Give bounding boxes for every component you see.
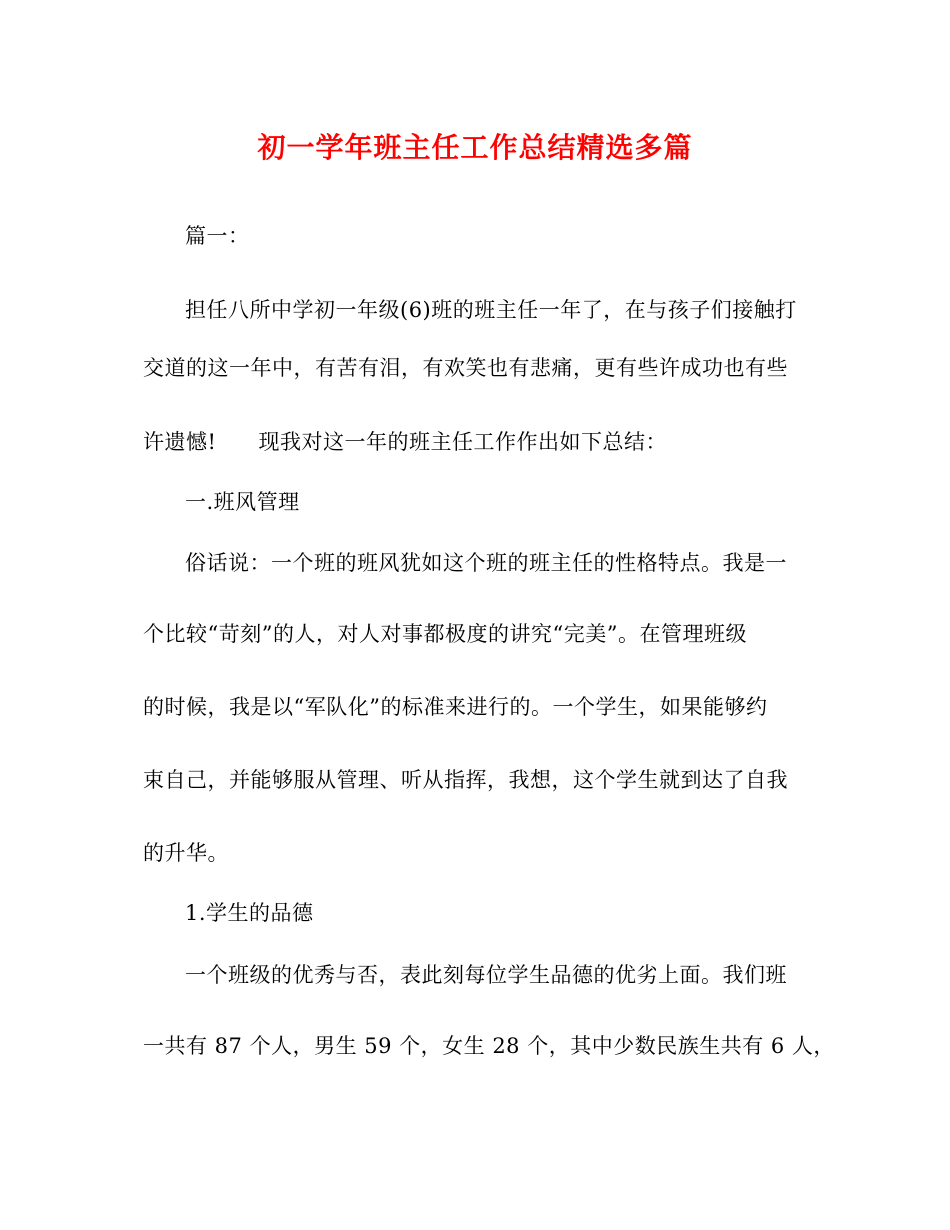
paragraph-text: 现我对这一年的班主任工作作出如下总结： — [258, 430, 667, 454]
paragraph-line: 交道的这一年中，有苦有泪，有欢笑也有悲痛，更有些许成功也有些 — [143, 356, 788, 380]
paragraph-line: 的升华。 — [143, 841, 229, 865]
section-label: 篇一： — [185, 224, 250, 248]
paragraph-text: 许遗憾! — [143, 430, 217, 454]
paragraph-line: 的时候，我是以“军队化”的标准来进行的。一个学生，如果能够约 — [143, 695, 768, 719]
paragraph-line: 担任八所中学初一年级(6)班的班主任一年了，在与孩子们接触打 — [185, 298, 797, 322]
section-heading: 一.班风管理 — [185, 490, 300, 514]
paragraph-line: 一个班级的优秀与否，表此刻每位学生品德的优劣上面。我们班 — [185, 963, 787, 987]
paragraph-line: 一共有 87 个人，男生 59 个，女生 28 个，其中少数民族生共有 6 人， — [143, 1034, 835, 1058]
paragraph-line — [143, 427, 808, 457]
paragraph-line: 俗话说：一个班的班风犹如这个班的班主任的性格特点。我是一 — [185, 551, 787, 575]
paragraph-line: 束自己，并能够服从管理、听从指挥，我想，这个学生就到达了自我 — [143, 768, 788, 792]
subsection-heading: 1.学生的品德 — [185, 901, 314, 925]
paragraph-line: 个比较“苛刻”的人，对人对事都极度的讲究“完美”。在管理班级 — [143, 622, 747, 646]
document-title: 初一学年班主任工作总结精选多篇 — [257, 131, 693, 164]
